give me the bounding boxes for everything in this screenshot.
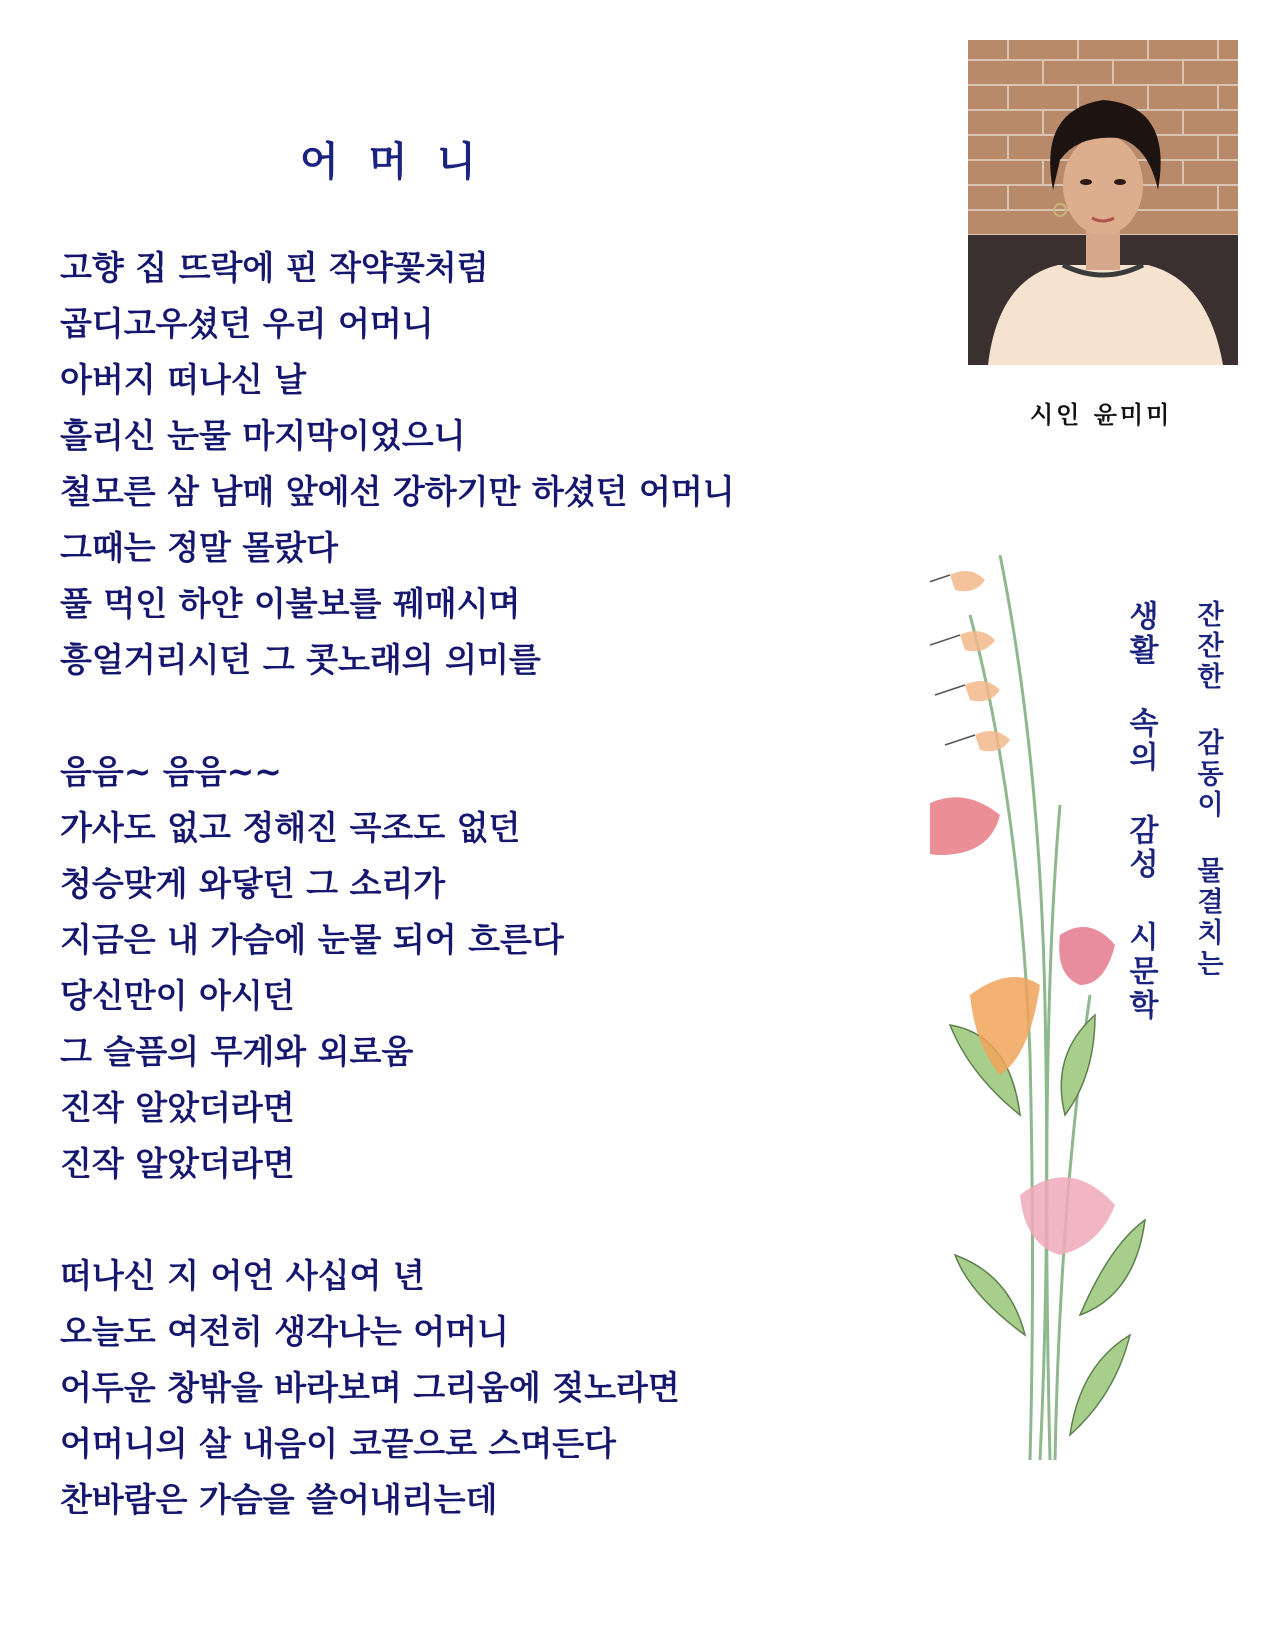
poem-body [60,240,880,1584]
poem-line: 찬바람은 가슴을 쓸어내리는데 [60,1480,498,1519]
stanza [60,744,880,1192]
poem-title: 어 머 니 [300,138,484,185]
stanza [60,1248,880,1528]
poem-line: 흘리신 눈물 마지막이었으니 [60,416,466,455]
poem-line: 진작 알았더라면 [60,1144,295,1183]
poem-line: 그 슬픔의 무게와 외로움 [60,1032,414,1071]
poem-line: 어두운 창밖을 바라보며 그리움에 젖노라면 [60,1368,680,1407]
poem-line: 당신만이 아시던 [60,976,295,1015]
poem-line: 가사도 없고 정해진 곡조도 없던 [60,808,521,847]
poem-line: 어머니의 살 내음이 코끝으로 스며든다 [60,1424,617,1463]
poet-caption: 시인 윤미미 [1030,401,1173,429]
poem-line: 오늘도 여전히 생각나는 어머니 [60,1312,509,1351]
poem-line: 그때는 정말 몰랐다 [60,528,339,567]
poem-line: 아버지 떠나신 날 [60,360,307,399]
poem-line: 떠나신 지 어언 사십여 년 [60,1256,425,1295]
poem-line: 곱디고우셨던 우리 어머니 [60,304,434,343]
poem-line: 청승맞게 와닿던 그 소리가 [60,864,446,903]
poem-line: 철모른 삼 남매 앞에선 강하기만 하셨던 어머니 [60,472,735,511]
side-tagline-1: 잔잔한 감동이 물결치는 [1192,600,1223,980]
side-tagline-2: 생활 속의 감성 시문학 [1123,600,1158,1023]
poem-line: 지금은 내 가슴에 눈물 되어 흐른다 [60,920,564,959]
poem-line: 음음~ 음음~~ [60,752,282,791]
poem-line: 흥얼거리시던 그 콧노래의 의미를 [60,640,541,679]
poem-line: 진작 알았더라면 [60,1088,295,1127]
stanza [60,240,880,688]
poet-portrait [968,40,1238,365]
poem-line: 고향 집 뜨락에 핀 작약꽃처럼 [60,248,489,287]
flower-illustration [930,555,1230,1555]
poem-line: 풀 먹인 하얀 이불보를 꿰매시며 [60,584,521,623]
